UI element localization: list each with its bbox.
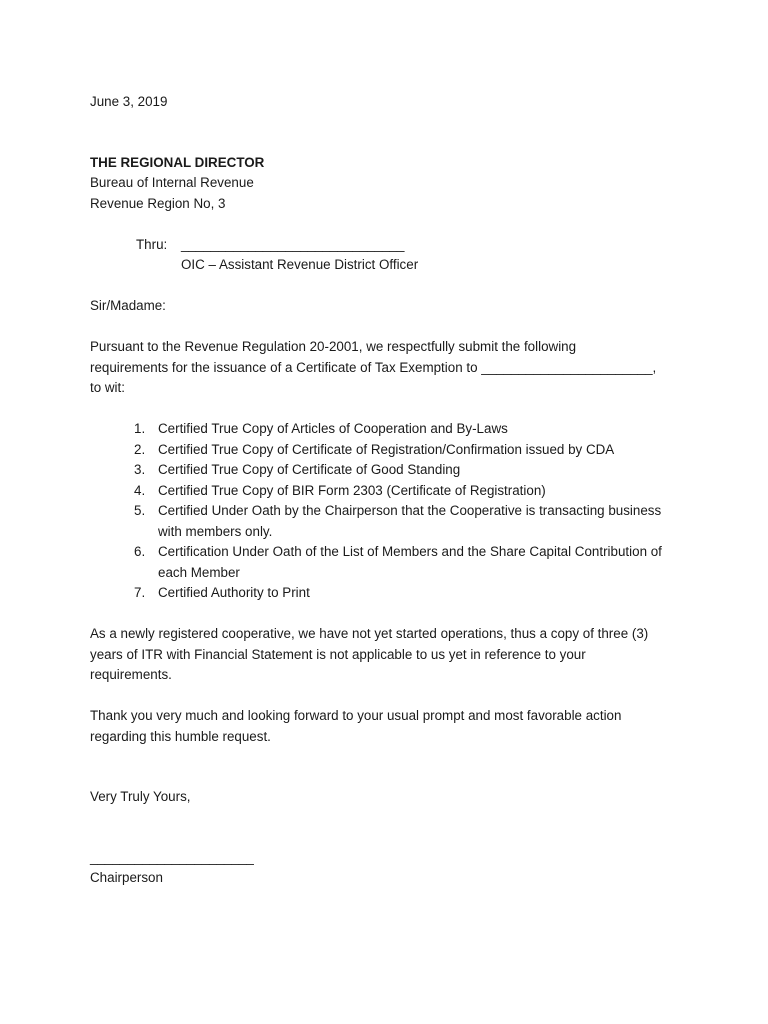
body-line: As a newly registered cooperative, we have not yet started operations, thus a copy of three (3)	[90, 626, 649, 641]
intro-line: Pursuant to the Revenue Regulation 20-2001, we respectfully submit the following	[90, 339, 577, 354]
list-item	[90, 419, 686, 440]
list-item-text: Certified True Copy of BIR Form 2303 (Certificate of Registration)	[158, 482, 546, 498]
list-item	[90, 440, 686, 461]
recipient-region: Revenue Region No, 3	[90, 195, 226, 211]
list-item-number: 7.	[134, 585, 146, 600]
intro-paragraph	[90, 337, 690, 399]
thanks-paragraph	[90, 706, 690, 747]
closing: Very Truly Yours,	[90, 789, 191, 804]
list-item-text: Certified Authority to Print	[158, 585, 310, 600]
list-item-text: Certified True Copy of Certificate of Registration/Confirmation issued by CDA	[158, 441, 615, 457]
thru-block	[90, 235, 690, 276]
thru-blank-line: ______________________________	[181, 236, 405, 252]
list-item-number: 6.	[134, 544, 146, 559]
list-item-text: Certification Under Oath of the List of Members and the Share Capital Contribution of each Member	[158, 544, 662, 580]
body-paragraph	[90, 624, 690, 686]
letter-page	[90, 92, 690, 889]
list-item	[90, 481, 686, 502]
list-item-number: 3.	[134, 462, 146, 477]
list-item-number: 2.	[134, 441, 146, 457]
list-item-number: 5.	[134, 503, 146, 518]
thru-label: Thru:	[136, 236, 168, 252]
thanks-line: regarding this humble request.	[90, 728, 271, 744]
recipient-office: Bureau of Internal Revenue	[90, 175, 254, 190]
list-item-text: Certified True Copy of Certificate of Good Standing	[158, 462, 461, 477]
list-item	[90, 583, 686, 604]
signatory-title: Chairperson	[90, 870, 163, 885]
salutation: Sir/Madame:	[90, 298, 166, 313]
list-item-text: Certified Under Oath by the Chairperson that the Cooperative is transacting business with members only.	[158, 503, 662, 539]
list-item-number: 4.	[134, 482, 146, 498]
list-item-text: Certified True Copy of Articles of Cooperation and By-Laws	[158, 421, 508, 436]
letter-date: June 3, 2019	[90, 94, 168, 109]
recipient-block	[90, 153, 690, 215]
requirements-list	[90, 419, 690, 604]
list-item	[90, 542, 686, 583]
list-item-number: 1.	[134, 421, 146, 436]
body-line: requirements.	[90, 667, 172, 682]
body-line: years of ITR with Financial Statement is not applicable to us yet in reference to your	[90, 646, 586, 662]
list-item	[90, 460, 686, 481]
intro-line: requirements for the issuance of a Certificate of Tax Exemption to _______________________,	[90, 359, 657, 375]
list-item	[90, 501, 686, 542]
intro-line: to wit:	[90, 380, 125, 395]
signature-line: ______________________	[90, 849, 254, 865]
recipient-title: THE REGIONAL DIRECTOR	[90, 154, 265, 170]
thanks-line: Thank you very much and looking forward to your usual prompt and most favorable action	[90, 708, 622, 723]
thru-officer-title: OIC – Assistant Revenue District Officer	[181, 257, 419, 272]
